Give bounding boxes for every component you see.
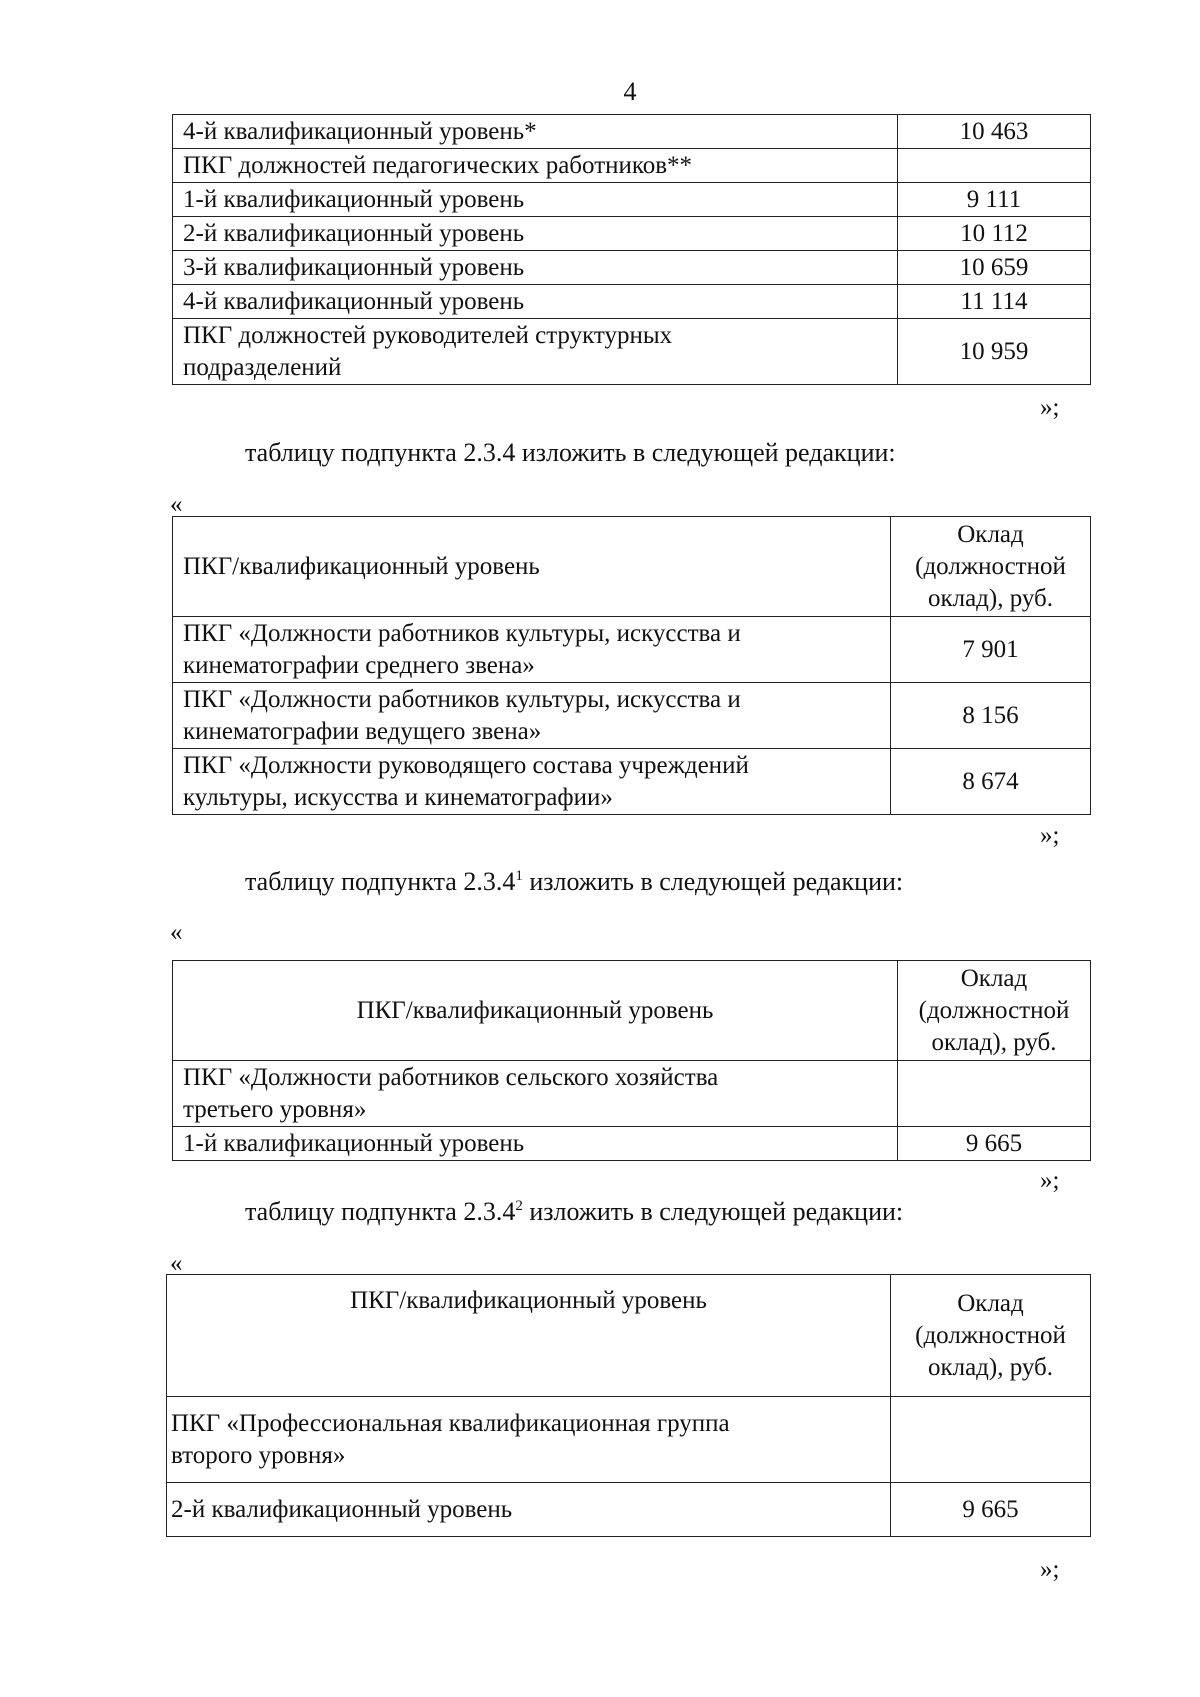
salary-table-3: [172, 960, 1091, 1161]
salary-value: 10 959: [898, 319, 1091, 385]
group-label: [173, 683, 891, 749]
level-label: 4-й квалификационный уровень*: [173, 115, 898, 149]
column-header-level: [167, 1275, 891, 1397]
level-label: 2-й квалификационный уровень: [167, 1483, 891, 1537]
superscript: 1: [515, 868, 523, 884]
table-row: [173, 319, 1091, 385]
label-line: ПКГ «Должности работников культуры, искусства и: [183, 620, 741, 648]
label-line: ПКГ «Профессиональная квалификационная группа: [171, 1410, 730, 1438]
group-label: [167, 1397, 891, 1483]
table-row: [167, 1397, 1091, 1483]
table-row: [173, 149, 1091, 183]
salary-value: 11 114: [898, 285, 1091, 319]
salary-value: 9 111: [898, 183, 1091, 217]
salary-value: [898, 149, 1091, 183]
level-label: 1-й квалификационный уровень: [173, 1127, 898, 1161]
salary-value: 7 901: [891, 617, 1091, 683]
label-line: ПКГ должностей руководителей структурных: [183, 322, 673, 350]
table-row: [173, 115, 1091, 149]
table-row: [173, 217, 1091, 251]
table-header-row: [167, 1275, 1091, 1397]
closing-quote: »;: [1040, 822, 1060, 849]
superscript: 2: [515, 1198, 523, 1214]
closing-quote: »;: [1040, 394, 1060, 421]
table-row: [173, 251, 1091, 285]
table-row: [173, 1061, 1091, 1127]
page-number: 4: [623, 77, 637, 106]
opening-quote: «: [170, 1250, 183, 1277]
opening-quote: «: [170, 491, 183, 518]
instruction-text: таблицу подпункта 2.3.4 изложить в следующей редакции:: [245, 438, 896, 467]
header-line: (должностной: [915, 1321, 1066, 1349]
group-label: [173, 1061, 898, 1127]
salary-table-4: [166, 1274, 1091, 1537]
salary-value: 9 665: [898, 1127, 1091, 1161]
salary-value: [891, 1397, 1091, 1483]
level-label: 3-й квалификационный уровень: [173, 251, 898, 285]
instruction-text: [245, 866, 903, 899]
table-row: [173, 749, 1091, 815]
instruction-part: таблицу подпункта 2.3.4: [245, 1197, 516, 1226]
label-line: второго уровня»: [171, 1441, 346, 1469]
table-row: [173, 285, 1091, 319]
table-header-row: [173, 961, 1091, 1061]
header-line: Оклад: [960, 964, 1028, 992]
level-label: 2-й квалификационный уровень: [173, 217, 898, 251]
salary-value: 10 659: [898, 251, 1091, 285]
salary-value: 10 463: [898, 115, 1091, 149]
salary-table-1: [172, 114, 1091, 385]
header-line: Оклад: [957, 1289, 1024, 1317]
instruction-part: изложить в следующей редакции:: [522, 867, 904, 896]
header-line: Оклад: [957, 520, 1024, 548]
closing-quote: »;: [1040, 1167, 1060, 1194]
header-line: (должностной: [915, 552, 1066, 580]
instruction-part: изложить в следующей редакции:: [522, 1197, 904, 1226]
label-line: третьего уровня»: [183, 1095, 367, 1123]
closing-quote: »;: [1040, 1556, 1060, 1583]
label-line: ПКГ «Должности руководящего состава учреждений: [183, 752, 749, 780]
salary-value: 10 112: [898, 217, 1091, 251]
group-label: ПКГ должностей педагогических работников**: [173, 149, 898, 183]
salary-value: 8 156: [891, 683, 1091, 749]
table-row: [173, 617, 1091, 683]
instruction-text: [245, 1196, 903, 1229]
salary-value: [898, 1061, 1091, 1127]
level-label: 4-й квалификационный уровень: [173, 285, 898, 319]
opening-quote: «: [170, 919, 183, 946]
table-row: [173, 1127, 1091, 1161]
label-line: подразделений: [183, 353, 342, 381]
label-line: кинематографии ведущего звена»: [183, 717, 542, 745]
salary-value: 8 674: [891, 749, 1091, 815]
column-header-level: ПКГ/квалификационный уровень: [173, 517, 891, 617]
label-line: культуры, искусства и кинематографии»: [183, 783, 613, 811]
label-line: ПКГ «Должности работников культуры, искусства и: [183, 686, 741, 714]
label-line: ПКГ «Должности работников сельского хозяйства: [183, 1064, 719, 1092]
salary-value: 9 665: [891, 1483, 1091, 1537]
group-label: [173, 749, 891, 815]
header-line: оклад), руб.: [927, 1353, 1054, 1381]
table-header-row: [173, 517, 1091, 617]
column-header-salary: [898, 961, 1091, 1061]
level-label: 1-й квалификационный уровень: [173, 183, 898, 217]
table-row: [173, 183, 1091, 217]
column-header-level: ПКГ/квалификационный уровень: [173, 961, 898, 1061]
column-header-salary: [891, 517, 1091, 617]
column-header-salary: [891, 1275, 1091, 1397]
group-label: [173, 319, 898, 385]
label-line: кинематографии среднего звена»: [183, 651, 535, 679]
header-line: оклад), руб.: [927, 584, 1054, 612]
group-label: [173, 617, 891, 683]
header-text: ПКГ/квалификационный уровень: [350, 1287, 707, 1314]
table-row: [167, 1483, 1091, 1537]
salary-table-2: [172, 516, 1091, 815]
header-line: оклад), руб.: [931, 1028, 1057, 1056]
header-line: (должностной: [918, 996, 1070, 1024]
instruction-part: таблицу подпункта 2.3.4: [245, 867, 516, 896]
table-row: [173, 683, 1091, 749]
